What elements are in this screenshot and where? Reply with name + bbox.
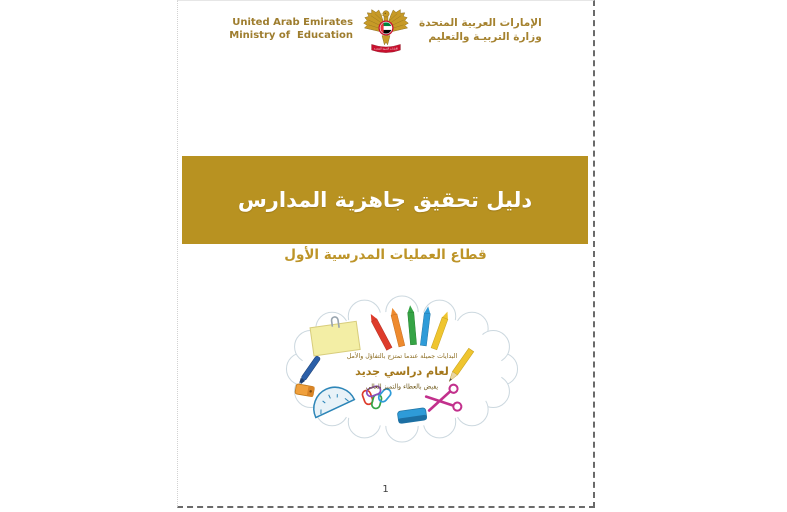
ministry-name-en-line1: United Arab Emirates: [232, 17, 354, 28]
ministry-name-arabic: [419, 16, 542, 44]
document-page: [177, 0, 595, 508]
uae-flag-roundel: [379, 21, 393, 35]
stationery-cloud-art: [282, 294, 522, 444]
document-header: [178, 7, 593, 57]
ministry-name-ar-line1: الإمارات العربية المتحدة: [419, 17, 542, 29]
emblem-ribbon: [372, 44, 401, 52]
cloud-caption-line1: البدايات جميلة عندما تمتزج بالتفاؤل والأمل: [346, 352, 458, 360]
document-subtitle: قطاع العمليات المدرسية الأول: [284, 247, 487, 263]
falcon-tail: [382, 36, 390, 45]
ministry-name-english: [229, 16, 353, 42]
ministry-name-en-line2: Ministry of Education: [229, 30, 354, 41]
document-title: دليل تحقيق جاهزية المدارس: [237, 188, 533, 212]
emblem-ribbon-text: الإمارات العربية المتحدة: [374, 47, 398, 51]
ministry-name-ar-line2: وزارة التربيـة والتعليم: [428, 31, 542, 44]
cloud-caption-line3: يفيض بالعطاء والتميز العالي: [365, 383, 439, 391]
page-number: 1: [382, 484, 389, 495]
cloud-caption-line2: لعام دراسي جديد: [355, 365, 449, 379]
title-banner: [182, 156, 588, 244]
uae-falcon-emblem-icon: [362, 7, 410, 57]
